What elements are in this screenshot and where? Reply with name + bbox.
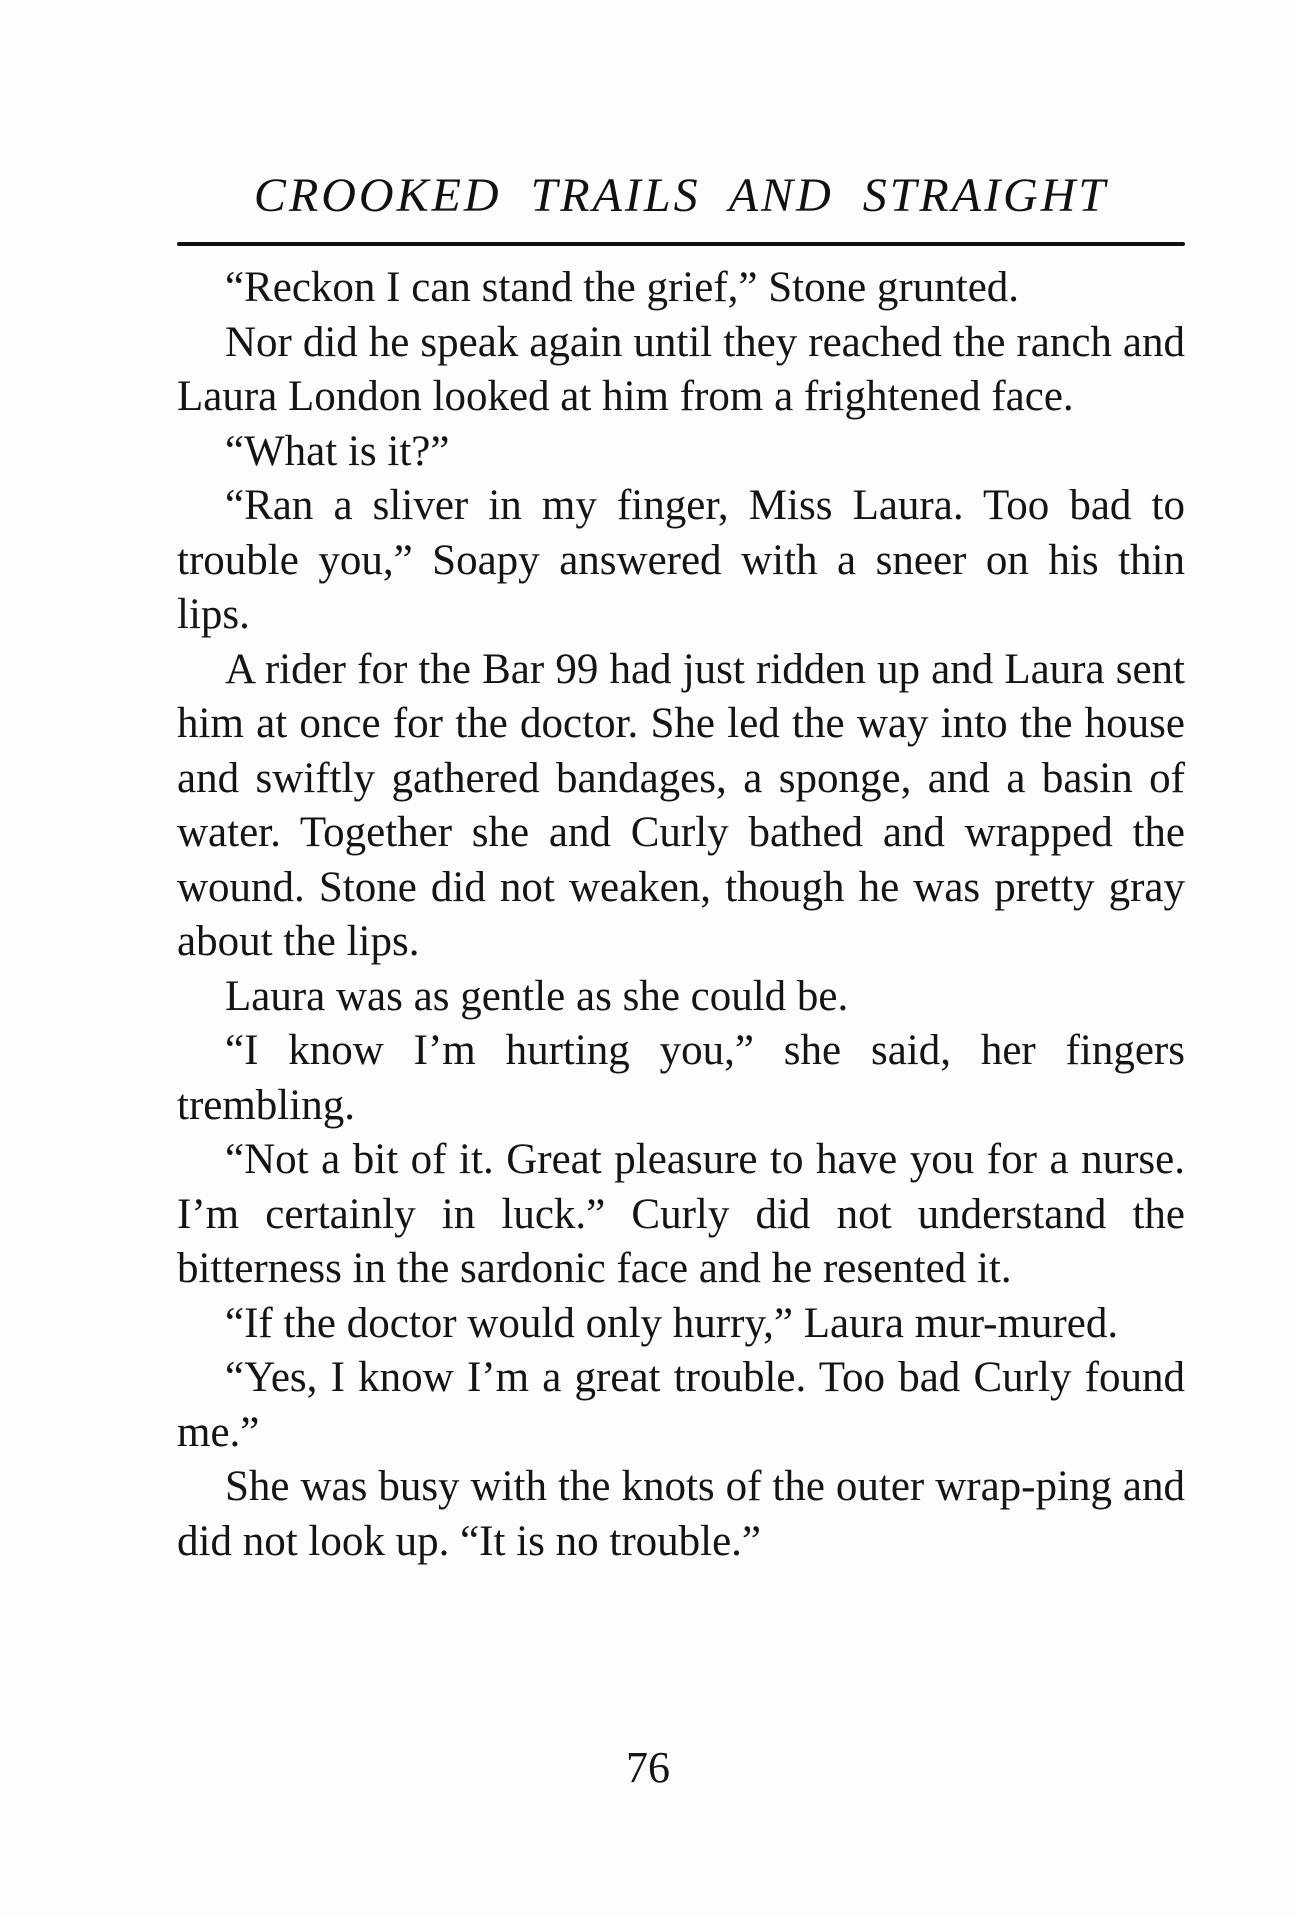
body-text bbox=[177, 261, 1185, 1569]
paragraph: “Reckon I can stand the grief,” Stone grunted. bbox=[225, 264, 1020, 311]
paragraph: Nor did he speak again until they reached the ranch and Laura London looked at him from a frightened face. bbox=[177, 318, 1185, 420]
paragraph: Laura was as gentle as she could be. bbox=[225, 972, 849, 1020]
paragraph: “If the doctor would only hurry,” Laura mur-mured. bbox=[225, 1299, 1119, 1347]
paragraph: She was busy with the knots of the outer wrap-ping and did not look up. “It is no trouble.” bbox=[177, 1463, 1185, 1565]
paragraph: “What is it?” bbox=[225, 427, 450, 475]
paragraph: A rider for the Bar 99 had just ridden up and Laura sent him at once for the doctor. She led the way into the house and swiftly gathered bandages, a sponge, and a basin of water. Together she and Curly bathed and wrapped the wound. Stone did not weaken, though he was pretty gray about the lips. bbox=[177, 645, 1185, 965]
running-head: CROOKED TRAILS AND STRAIGHT bbox=[253, 169, 1109, 222]
paragraph: “Not a bit of it. Great pleasure to have you for a nurse. I’m certainly in luck.” Curly did not understand the bitterness in the sardonic face and he resented it. bbox=[177, 1136, 1185, 1292]
paragraph: “I know I’m hurting you,” she said, her fingers trembling. bbox=[177, 1027, 1185, 1129]
header-rule bbox=[177, 242, 1185, 246]
paragraph: “Ran a sliver in my finger, Miss Laura. Too bad to trouble you,” Soapy answered with a sneer on his thin lips. bbox=[177, 482, 1185, 638]
page-number: 76 bbox=[626, 1743, 670, 1792]
paragraph: “Yes, I know I’m a great trouble. Too bad Curly found me.” bbox=[177, 1354, 1185, 1456]
